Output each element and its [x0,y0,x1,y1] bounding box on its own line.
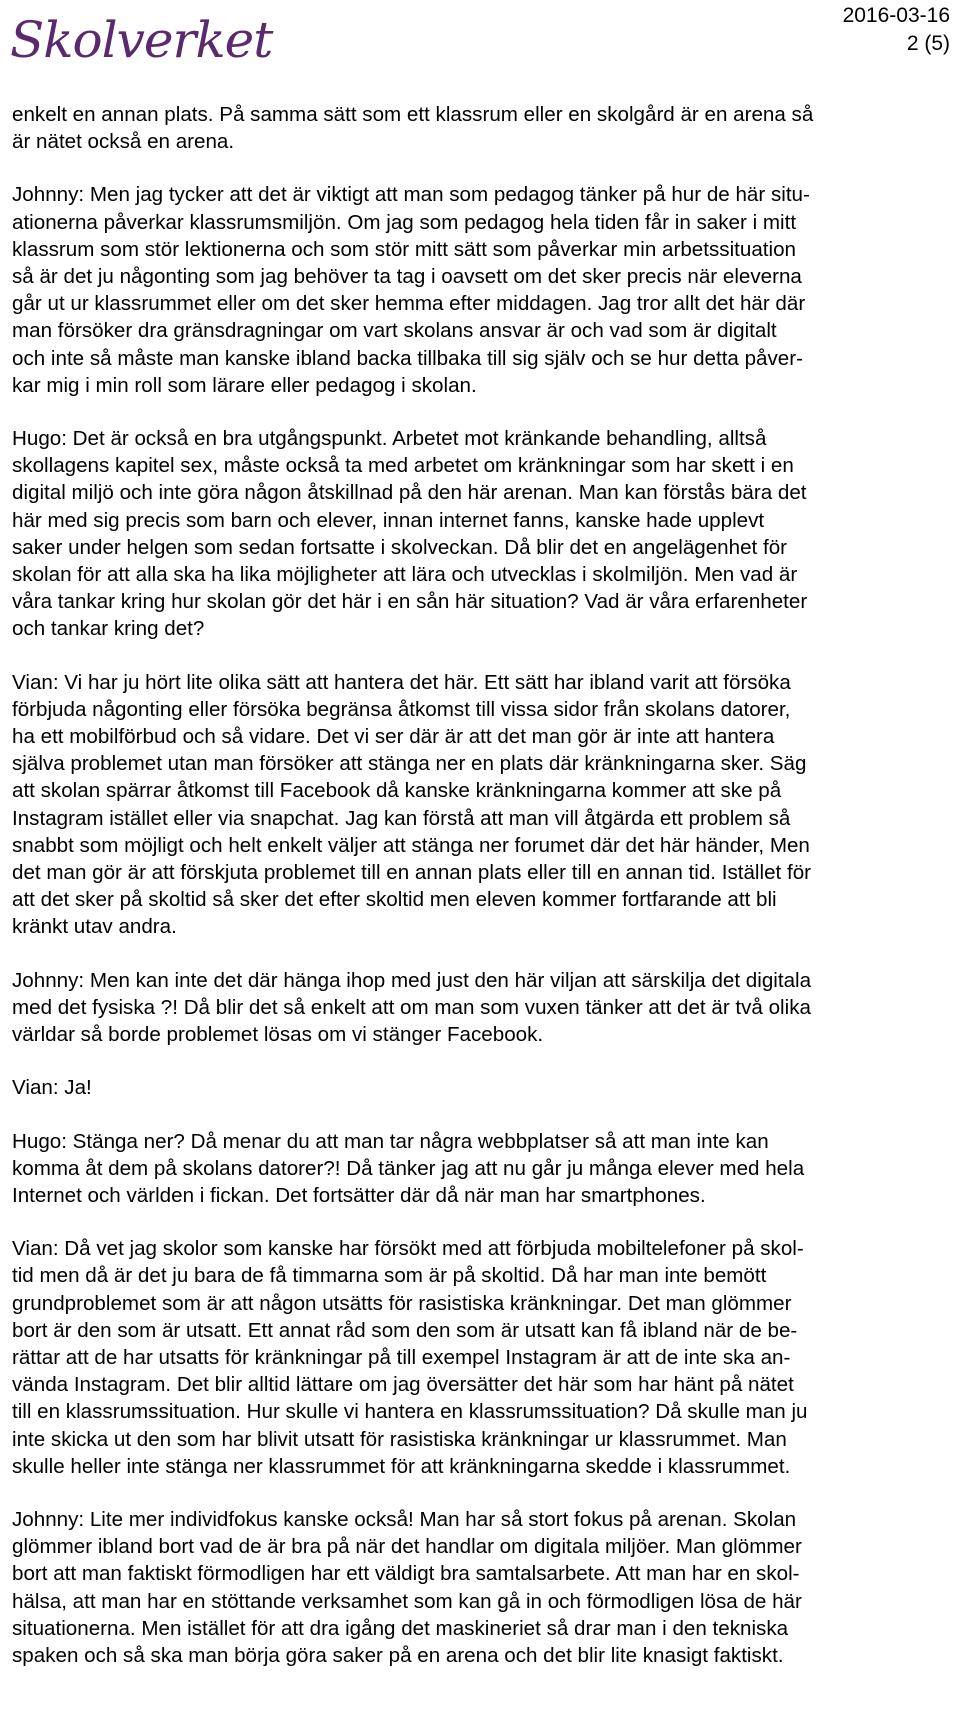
document-date: 2016-03-16 [842,4,950,27]
paragraph-johnny-3: Johnny: Lite mer individfokus kanske också! Man har så stort fokus på arenan. Skolan glömmer ibland bort vad de är bra på när det handlar om digitala miljöer. Man glömmer bort att man faktiskt förmodligen har ett väldigt bra samtalsarbete. Att man har en skol- hälsa, att man har en stöttande verksamhet som kan gå in och förmodligen lösa de här situationerna. Men istället för att dra igång det maskineriet så drar man i den tekniska spaken och så ska man börja göra saker på en arena och det blir lite knasigt faktiskt. [12,1507,802,1667]
paragraph-vian-1: Vian: Vi har ju hört lite olika sätt att hantera det här. Ett sätt har ibland varit att försöka förbjuda någonting eller försöka begränsa åtkomst till vissa sidor från skolans datorer, ha ett mobilförbud och så vidare. Det vi ser där är att det man gör är inte att hantera själva problemet utan man försöker att stänga ner en plats där kränkningarna sker. Säg att skolan spärrar åtkomst till Facebook då kanske kränkningarna kommer att ske på Instagram istället eller via snapchat. Jag kan förstå att man vill åtgärda ett problem så snabbt som möjligt och helt enkelt väljer att stänga ner forumet där det här händer, Men det man gör är att förskjuta problemet till en annan plats eller till en annan tid. Istället för att det sker på skoltid så sker det efter skoltid men eleven kommer fortfarande att bli kränkt utav andra. [12,670,812,939]
document-meta [843,2,950,58]
paragraph-vian-2: Vian: Ja! [12,1076,92,1100]
page-number: 2 (5) [906,32,950,55]
paragraph-hugo-1: Hugo: Det är också en bra utgångspunkt. Arbetet mot kränkande behandling, alltså skollagens kapitel sex, måste också ta med arbetet om kränkningar som har skett i en digital miljö och inte göra någon åtskillnad på den här arenan. Man kan förstås bära det här med sig precis som barn och elever, innan internet fanns, kanske hade upplevt saker under helgen som sedan fortsatte i skolveckan. Då blir det en angelägenhet för skolan för att alla ska ha lika möjligheter att lära och utvecklas i skolmiljön. Men vad är våra tankar kring hur skolan gör det här i en sån här situation? Vad är våra erfarenheter och tankar kring det? [12,427,808,641]
document-body [12,101,946,1695]
paragraph-intro: enkelt en annan plats. På samma sätt som ett klassrum eller en skolgård är en arena så är nätet också en arena. [12,103,814,154]
paragraph-johnny-2: Johnny: Men kan inte det där hänga ihop med just den här viljan att särskilja det digitala med det fysiska ?! Då blir det så enkelt att om man som vuxen tänker att det är två olika världar så borde problemet lösas om vi stänger Facebook. [12,968,812,1047]
paragraph-johnny-1: Johnny: Men jag tycker att det är viktigt att man som pedagog tänker på hur de här situ- ationerna påverkar klassrumsmiljön. Om jag som pedagog hela tiden får in saker i mitt klassrum som stör lektionerna och som stör mitt sätt som påverkar min arbetssituation så är det ju någonting som jag behöver ta tag i oavsett om det sker precis när eleverna går ut ur klassrummet eller om det sker hemma efter middagen. Jag tror allt det här där man försöker dra gränsdragningar om vart skolans ansvar är och vad som är digitalt och inte så måste man kanske ibland backa tillbaka till sig själv och se hur detta påver- kar mig i min roll som lärare eller pedagog i skolan. [12,183,810,397]
paragraph-vian-3: Vian: Då vet jag skolor som kanske har försökt med att förbjuda mobiltelefoner på skol- tid men då är det ju bara de få timmarna som är på skoltid. Då har man inte bemött grundproblemet som är att någon utsätts för rasistiska kränkningar. Det man glömmer bort är den som är utsatt. Ett annat råd som den som är utsatt kan få ibland när de be- rättar att de har utsatts för kränkningar på till exempel Instagram är att de inte ska an- vända Instagram. Det blir alltid lättare om jag översätter det här som har hänt på nätet till en klassrumssituation. Hur skulle vi hantera en klassrumssituation? Då skulle man ju inte skicka ut den som har blivit utsatt för rasistiska kränkningar ur klassrummet. Man skulle heller inte stänga ner klassrummet för att kränkningarna skedde i klassrummet. [12,1237,808,1478]
paragraph-hugo-2: Hugo: Stänga ner? Då menar du att man tar några webbplatser så att man inte kan komma åt dem på skolans datorer?! Då tänker jag att nu går ju många elever med hela Internet och världen i fickan. Det fortsätter där då när man har smartphones. [12,1129,805,1207]
page-header [0,0,960,80]
skolverket-logo: Skolverket [10,11,273,69]
